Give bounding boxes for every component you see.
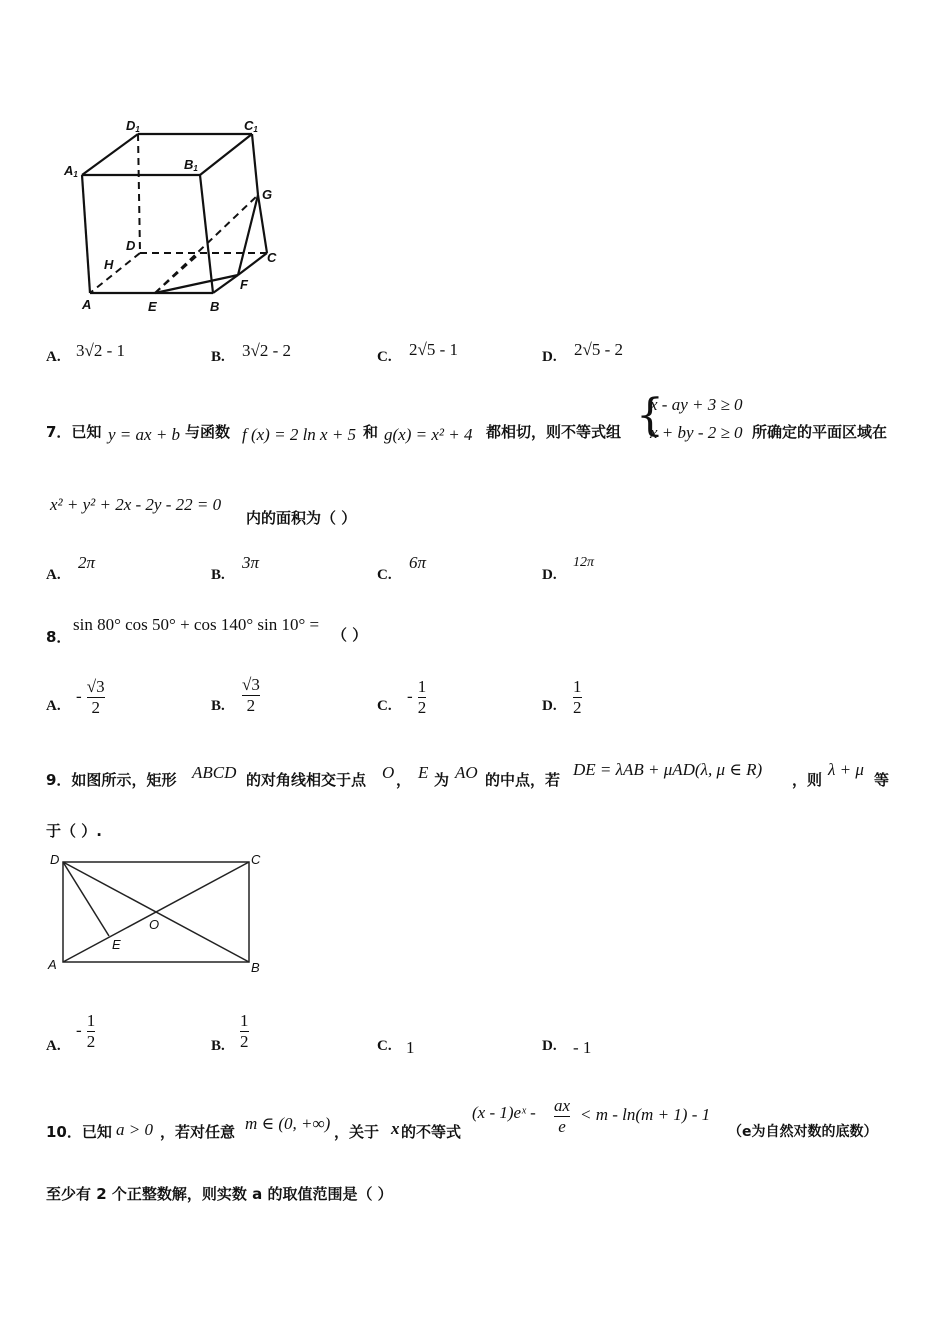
label-f: F <box>240 277 248 292</box>
label-d: D <box>126 238 136 253</box>
q9-text: 于（ ）. <box>46 822 102 840</box>
q9-text: 的中点，若 <box>485 771 561 789</box>
q10-cond-a: a > 0 <box>116 1120 153 1139</box>
q9-text: 等 <box>874 771 890 789</box>
q7-num: 7．已知 <box>46 423 102 441</box>
q7-line-eq: y = ax + b <box>108 425 181 444</box>
q10-text: 的不等式 <box>401 1123 462 1141</box>
q8-tail: （ ） <box>332 626 368 644</box>
q8-num: 8． <box>46 628 72 646</box>
q7-f-eq: f (x) = 2 ln x + 5 <box>242 425 357 444</box>
option-value: - $\frac{1}{2}$ <box>76 1011 96 1051</box>
q9-e: E <box>418 763 429 782</box>
q9-lambda-mu: λ + μ <box>828 760 864 779</box>
label-b: B <box>210 299 220 314</box>
option-letter: C. <box>377 349 392 365</box>
q9-text: ， <box>396 771 412 789</box>
cube-figure <box>60 115 290 315</box>
q7-circle-eq: x² + y² + 2x - 2y - 22 = 0 <box>50 495 222 514</box>
label-c: C <box>267 250 277 265</box>
q7-text: 和 <box>363 423 379 441</box>
q10-text: 10．已知 <box>46 1123 112 1141</box>
q9-abcd: ABCD <box>192 763 237 782</box>
option-value: 2√5 - 2 <box>574 340 623 359</box>
q10-text: 至少有 2 个正整数解，则实数 a 的取值范围是（ ） <box>46 1185 393 1203</box>
option-value: 1 <box>406 1038 415 1057</box>
label-d: D <box>50 852 60 867</box>
q7-text: 所确定的平面区域在 <box>752 423 888 441</box>
q7-text: 都相切，则不等式组 <box>486 423 622 441</box>
option-letter: D. <box>542 567 557 583</box>
label-e: E <box>148 299 157 314</box>
option-value: - 1 <box>573 1038 592 1057</box>
option-letter: B. <box>211 567 225 583</box>
label-o: O <box>149 917 160 932</box>
option-letter: A. <box>46 567 61 583</box>
q9-ao: AO <box>455 763 478 782</box>
q9-vector-eq: DE = λAB + μAD(λ, μ ∈ R) <box>573 760 763 779</box>
option-value: $\frac{1}{2}$ <box>573 677 582 717</box>
q9-text: 9．如图所示，矩形 <box>46 771 177 789</box>
label-h: H <box>104 257 114 272</box>
system-brace: { <box>636 390 664 441</box>
q8-expr: sin 80° cos 50° + cos 140° sin 10° = <box>73 615 320 634</box>
option-letter: D. <box>542 349 557 365</box>
label-a1: A1 <box>64 163 78 179</box>
label-a: A <box>82 297 92 312</box>
option-letter: B. <box>211 1038 225 1054</box>
option-value: $\frac{√3}{2}$ <box>242 675 260 715</box>
option-letter: B. <box>211 698 225 714</box>
q10-fraction: $\frac{ax}{e}$ <box>554 1096 571 1136</box>
q10-x: x <box>391 1119 400 1138</box>
q9-text: ，则 <box>792 771 823 789</box>
label-c1: C1 <box>244 118 258 134</box>
label-e: E <box>112 937 121 952</box>
option-value: 2π <box>78 553 96 572</box>
option-letter: A. <box>46 349 61 365</box>
option-letter: D. <box>542 698 557 714</box>
option-letter: C. <box>377 698 392 714</box>
option-value: 3√2 - 1 <box>76 341 125 360</box>
label-a: A <box>48 957 57 972</box>
q10-ineq-left: (x - 1)eˣ - <box>472 1103 536 1122</box>
q9-o: O <box>382 763 395 782</box>
label-g: G <box>262 187 273 202</box>
option-letter: C. <box>377 1038 392 1054</box>
option-value: 12π <box>573 555 595 570</box>
label-b1: B1 <box>184 157 198 173</box>
q7-g-eq: g(x) = x² + 4 <box>384 425 473 444</box>
q9-text: 为 <box>434 771 450 789</box>
q7-text: 与函数 <box>185 423 231 441</box>
q10-text: ，关于 <box>334 1123 380 1141</box>
q10-text: ，若对任意 <box>160 1123 236 1141</box>
q9-text: 的对角线相交于点 <box>246 771 367 789</box>
option-value: 2√5 - 1 <box>409 340 458 359</box>
option-value: - $\frac{1}{2}$ <box>407 677 427 717</box>
label-c: C <box>251 852 261 867</box>
q7-text: 内的面积为（ ） <box>246 509 357 527</box>
label-d1: D1 <box>126 118 140 134</box>
q7-ineq-2: x + by - 2 ≥ 0 <box>650 423 743 442</box>
rectangle-figure <box>45 848 270 978</box>
q10-ineq-right: < m - ln(m + 1) - 1 <box>580 1105 711 1124</box>
option-letter: C. <box>377 567 392 583</box>
q7-ineq-1: x - ay + 3 ≥ 0 <box>650 395 743 414</box>
option-value: 3√2 - 2 <box>242 341 291 360</box>
option-letter: B. <box>211 349 225 365</box>
option-letter: A. <box>46 698 61 714</box>
option-letter: D. <box>542 1038 557 1054</box>
q10-cond-m: m ∈ (0, +∞) <box>245 1114 331 1133</box>
option-value: $\frac{1}{2}$ <box>240 1011 249 1051</box>
option-value: - $\frac{√3}{2}$ <box>76 677 105 717</box>
option-letter: A. <box>46 1038 61 1054</box>
label-b: B <box>251 960 260 975</box>
option-value: 3π <box>242 553 260 572</box>
q10-text: （e为自然对数的底数） <box>728 1124 878 1140</box>
option-value: 6π <box>409 553 427 572</box>
